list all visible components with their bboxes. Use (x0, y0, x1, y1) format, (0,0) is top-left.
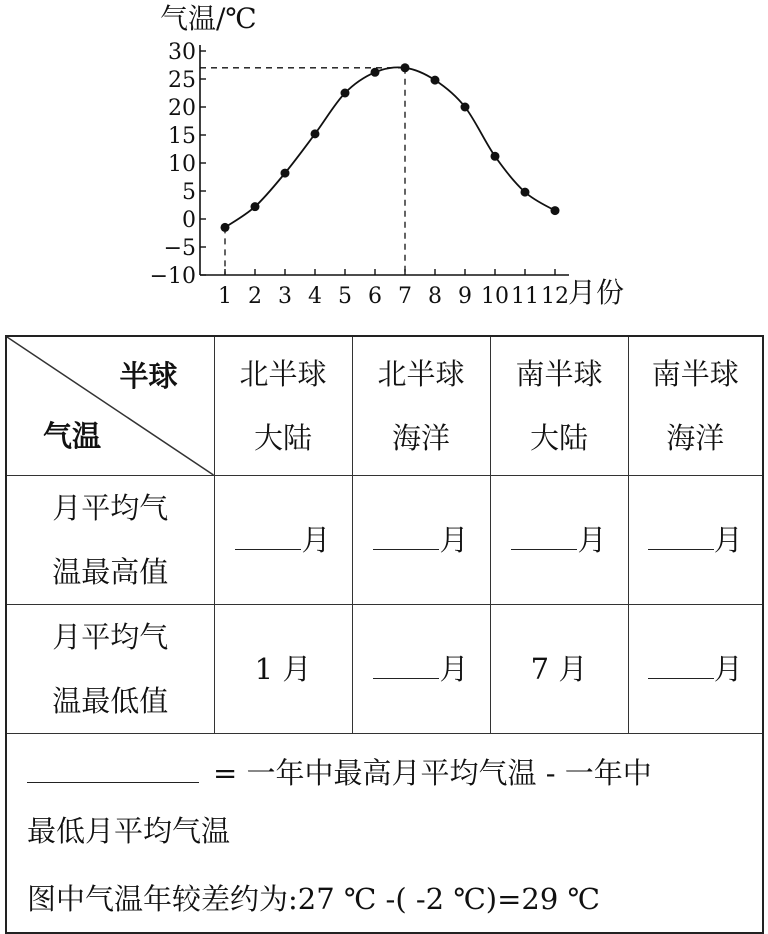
data-point (371, 68, 380, 77)
x-tick-label: 9 (458, 284, 472, 309)
value-cell: 1 月 (214, 605, 352, 734)
x-tick-label: 10 (481, 284, 509, 309)
header-cell: 北半球 海洋 (352, 336, 490, 476)
table-header-row (6, 336, 763, 476)
data-point (281, 169, 290, 178)
y-tick-label: 25 (168, 68, 196, 93)
header-temperature-label: 气温 (43, 419, 102, 453)
x-tick-label: 12 (541, 284, 569, 309)
row-label-min: 月平均气 温最低值 (6, 605, 214, 734)
table-row-max (6, 476, 763, 605)
answer-cell[interactable]: 月 (352, 476, 490, 605)
answer-blank (511, 519, 577, 550)
answer-blank (648, 519, 714, 550)
x-tick-label: 2 (248, 284, 262, 309)
data-point (221, 223, 230, 232)
data-point (551, 206, 560, 215)
x-tick-label: 3 (278, 284, 292, 309)
x-tick-label: 6 (368, 284, 382, 309)
data-point (401, 63, 410, 72)
chart-guides (200, 68, 405, 275)
y-tick-label: 10 (168, 152, 196, 177)
data-point (251, 202, 260, 211)
diagonal-divider (7, 337, 214, 475)
answer-blank-long[interactable] (27, 752, 199, 783)
answer-blank (235, 519, 301, 550)
answer-blank (648, 648, 714, 679)
y-tick-label: 20 (168, 96, 196, 121)
x-tick-label: 5 (338, 284, 352, 309)
header-cell: 北半球 大陆 (214, 336, 352, 476)
answer-blank (373, 519, 439, 550)
y-tick-label: −10 (149, 264, 196, 289)
temperature-line (225, 67, 555, 227)
y-tick-label: −5 (163, 236, 196, 261)
header-cell: 南半球 海洋 (628, 336, 763, 476)
x-tick-label: 8 (428, 284, 442, 309)
footer-line-3: 图中气温年较差约为:27 ℃ -( -2 ℃)=29 ℃ (27, 882, 600, 916)
x-tick-label: 1 (218, 284, 232, 309)
header-cell: 南半球 大陆 (490, 336, 628, 476)
x-tick-label: 4 (308, 284, 322, 309)
table-row-min (6, 605, 763, 734)
answer-cell[interactable]: 月 (628, 605, 763, 734)
answer-cell[interactable]: 月 (490, 476, 628, 605)
row-label-max: 月平均气 温最高值 (6, 476, 214, 605)
y-tick-label: 30 (168, 40, 196, 65)
x-axis-label: 月份 (568, 276, 625, 309)
answer-cell[interactable]: 月 (214, 476, 352, 605)
data-point (341, 89, 350, 98)
y-tick-label: 0 (182, 208, 196, 233)
answer-cell[interactable]: 月 (628, 476, 763, 605)
y-tick-label: 5 (182, 180, 196, 205)
footer-line-1: = 一年中最高月平均气温 - 一年中 (27, 734, 762, 796)
temperature-chart (0, 0, 768, 320)
data-point (461, 103, 470, 112)
answer-cell[interactable]: 月 (352, 605, 490, 734)
footer-cell (6, 734, 763, 934)
data-point (491, 152, 500, 161)
y-axis-label: 气温/℃ (160, 2, 257, 35)
table-footer-row (6, 734, 763, 934)
data-point (521, 188, 530, 197)
temperature-table (5, 335, 764, 934)
header-corner-cell (6, 336, 214, 476)
data-point (311, 129, 320, 138)
y-tick-label: 15 (168, 124, 196, 149)
x-tick-label: 7 (398, 284, 412, 309)
chart-series (221, 63, 560, 232)
value-cell: 7 月 (490, 605, 628, 734)
data-point (431, 76, 440, 85)
x-tick-label: 11 (511, 284, 539, 309)
header-hemisphere-label: 半球 (119, 359, 178, 393)
footer-line-2: 最低月平均气温 (27, 814, 231, 848)
answer-blank (373, 648, 439, 679)
